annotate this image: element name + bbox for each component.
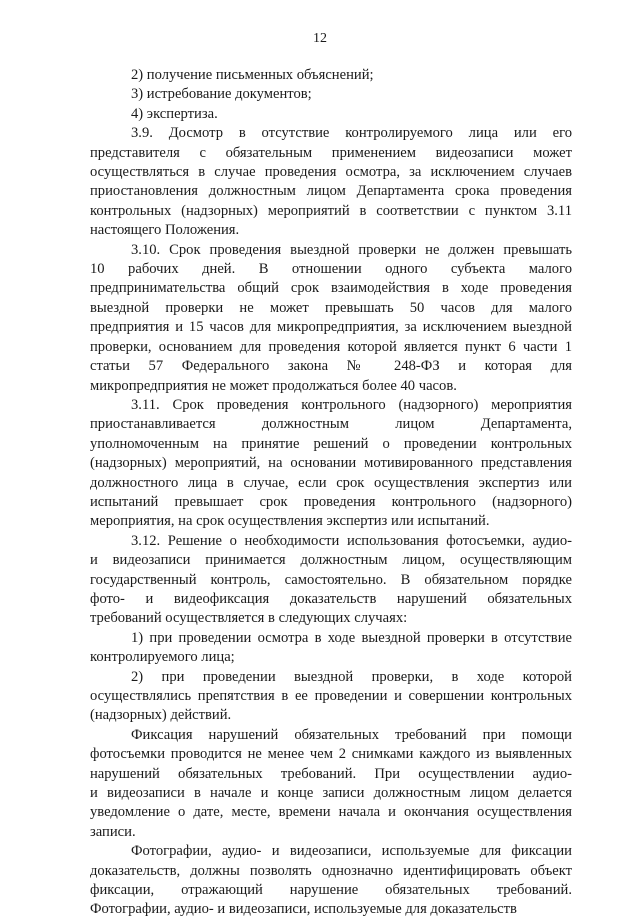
paragraph	[90, 842, 572, 920]
paragraph-line: настоящего Положения.	[90, 222, 240, 239]
paragraph-line: требований осуществляется в следующих случаях:	[90, 610, 408, 627]
paragraph-line: испытаний превышает срок проведения контрольного (надзорного)	[90, 493, 572, 510]
paragraph-line: 3) истребование документов;	[131, 86, 312, 103]
paragraph-line: фотосъемки проводится не менее чем 2 снимками каждого из выявленных	[90, 746, 572, 763]
paragraph-line: контролируемого лица;	[90, 649, 235, 666]
paragraph-line: и видеозаписи в начале и конце записи должностным лицом делается	[90, 785, 572, 802]
paragraph-line: 2) при проведении выездной проверки, в ходе которой	[131, 668, 572, 685]
paragraph-line: нарушений обязательных требований. При осуществлении аудио-	[90, 765, 572, 782]
paragraph-line: записи.	[90, 823, 136, 840]
paragraph-line: проверки, основанием для проведения которой является пункт 6 части 1	[90, 338, 572, 355]
paragraph	[90, 532, 572, 629]
paragraph-line: контрольных (надзорных) мероприятий в соответствии с пунктом 3.11	[90, 202, 572, 219]
paragraph-line: государственный контроль, самостоятельно. В обязательном порядке	[90, 571, 572, 588]
paragraph-line: 4) экспертиза.	[131, 105, 218, 122]
paragraph-line: представителя с обязательным применением видеозаписи может	[90, 144, 572, 161]
paragraph-line: должностного лица в случае, если срок осуществления экспертиз или	[90, 474, 572, 491]
paragraph-line: предприятия и 15 часов для микропредприятия, за исключением выездной	[90, 319, 572, 336]
paragraph-line: и видеозаписи принимается должностным лицом, осуществляющим	[90, 552, 572, 569]
paragraph-line: осуществлялись препятствия в ее проведении и совершении контрольных	[90, 688, 572, 704]
paragraph-line: доказательств, должны позволять однозначно идентифицировать объект	[90, 862, 572, 879]
paragraph-line: выездной проверки не может превышать 50 часов для малого	[90, 299, 572, 316]
paragraph-line: уведомление о дате, месте, времени начала и окончания осуществления	[90, 804, 572, 821]
paragraph-line: 2) получение письменных объяснений;	[131, 67, 374, 83]
paragraph	[90, 105, 572, 124]
paragraph-line: 3.11. Срок проведения контрольного (надзорного) мероприятия	[131, 396, 572, 413]
paragraph	[90, 396, 572, 532]
paragraph-line: (надзорных) действий.	[90, 707, 232, 724]
paragraph-line: 3.10. Срок проведения выездной проверки не должен превышать	[131, 241, 572, 258]
paragraph-line: осуществляться в случае проведения осмотра, за исключением случаев	[90, 164, 572, 181]
paragraph-line: приостановления должностным лицом Департамента срока проведения	[90, 183, 572, 200]
paragraph-line: статьи 57 Федерального закона № 248-ФЗ и которая для	[90, 358, 572, 375]
paragraph-line: Фотографии, аудио- и видеозаписи, используемые для фиксации	[131, 843, 572, 860]
paragraph-line: уполномоченным на принятие решений о проведении контрольных	[90, 435, 572, 452]
paragraph	[90, 241, 572, 396]
paragraph-line: 1) при проведении осмотра в ходе выездной проверки в отсутствие	[131, 629, 572, 646]
paragraph	[90, 726, 572, 842]
paragraph-line: фиксации, отражающий нарушение обязательных требований.	[90, 882, 572, 899]
paragraph-line: (надзорных) мероприятий, на основании мотивированного представления	[90, 455, 572, 472]
paragraph-line: Фиксация нарушений обязательных требований при помощи	[131, 726, 572, 743]
paragraph-line: фото- и видеофиксация доказательств нарушений обязательных	[90, 590, 572, 607]
paragraph-line: 3.9. Досмотр в отсутствие контролируемого лица или его	[131, 125, 572, 142]
paragraph-line: предпринимательства общий срок взаимодействия в ходе проведения	[90, 280, 572, 297]
paragraph	[90, 85, 572, 104]
paragraph	[90, 629, 572, 668]
page-number: 12	[313, 31, 327, 46]
paragraph	[90, 124, 572, 240]
paragraph-line: мероприятия, на срок осуществления экспертиз или испытаний.	[90, 513, 490, 530]
paragraph	[90, 668, 572, 726]
paragraph-line: 10 рабочих дней. В отношении одного субъекта малого	[90, 261, 572, 278]
paragraph-line: 3.12. Решение о необходимости использования фотосъемки, аудио-	[131, 532, 572, 549]
paragraph-line: приостанавливается должностным лицом Департамента,	[90, 416, 572, 433]
paragraph-line: микропредприятия не может продолжаться более 40 часов.	[90, 377, 457, 394]
document-body	[90, 66, 572, 920]
paragraph	[90, 66, 572, 85]
paragraph-line: Фотографии, аудио- и видеозаписи, используемые для доказательств	[90, 901, 517, 918]
